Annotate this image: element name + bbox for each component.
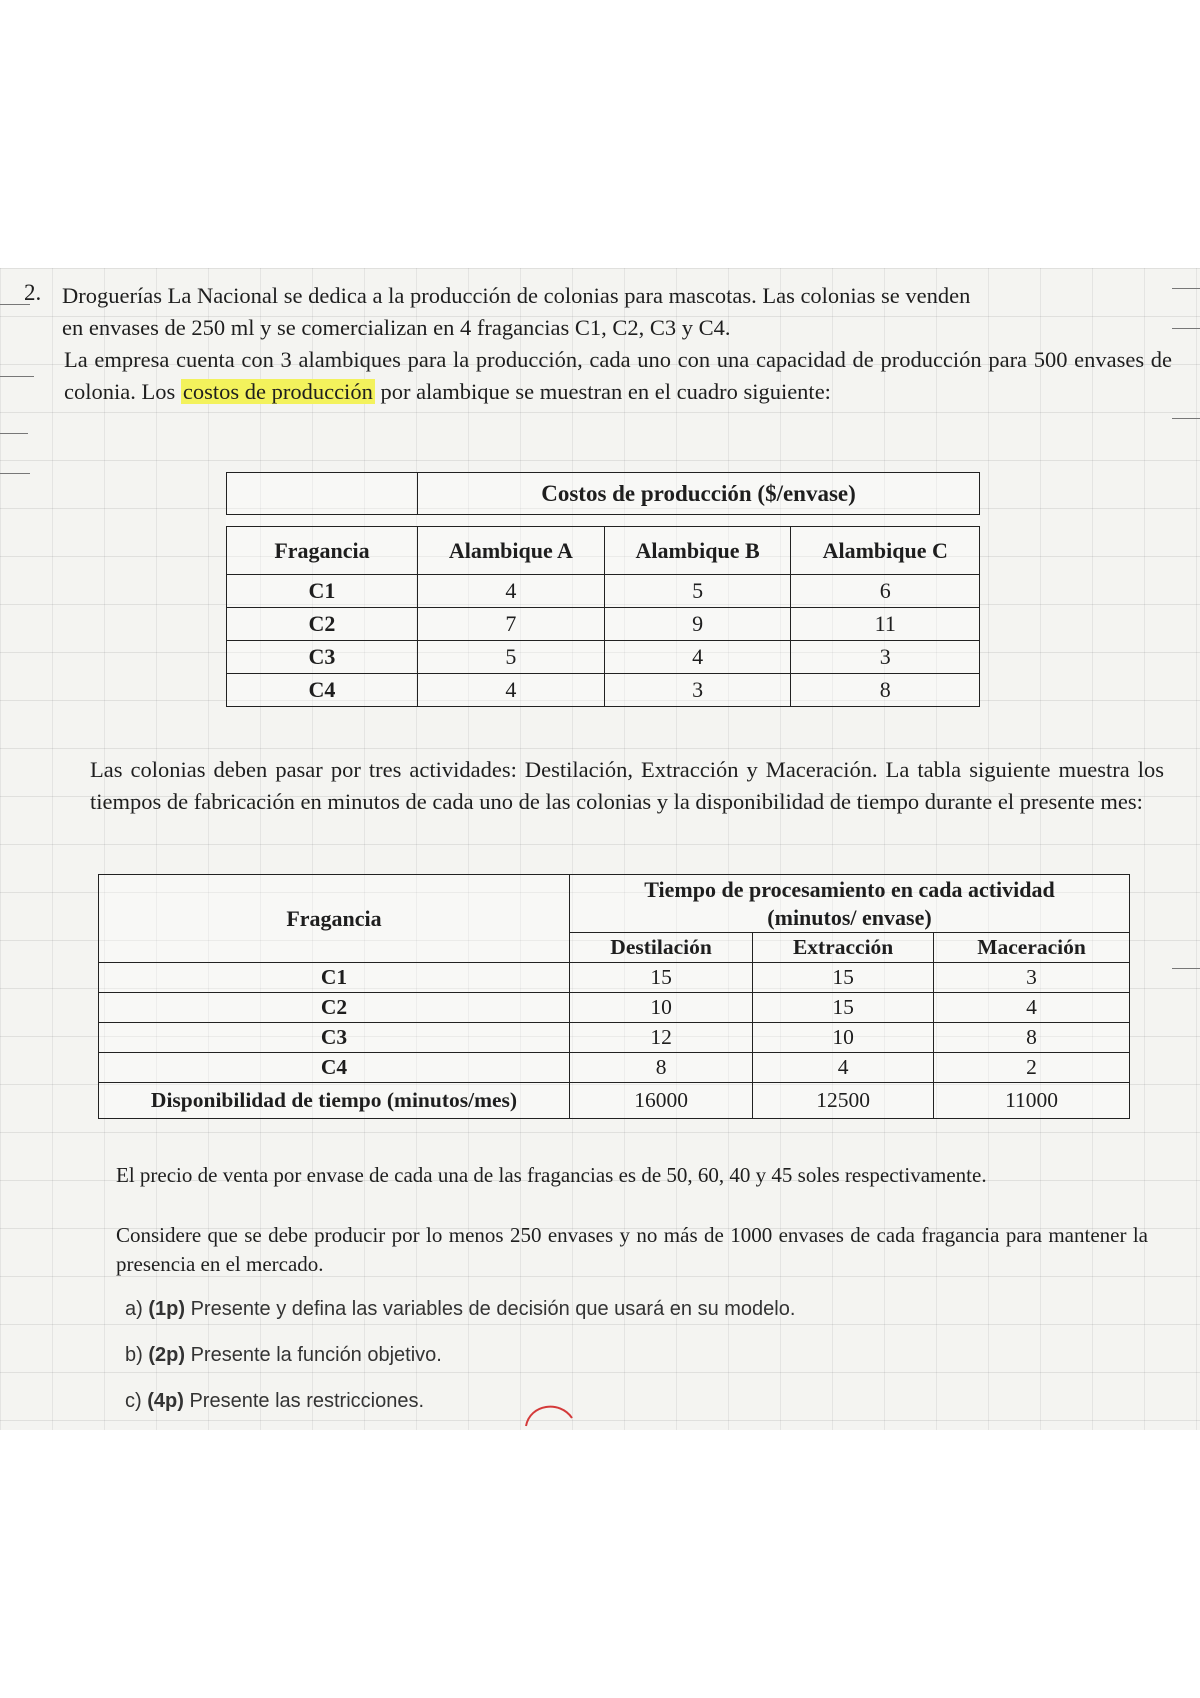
- production-costs-table: [226, 472, 980, 707]
- table1-title: Costos de producción ($/envase): [418, 473, 980, 515]
- table-row: [99, 1023, 1130, 1053]
- question-text: Presente la función objetivo.: [185, 1344, 442, 1366]
- table-row: [227, 575, 980, 608]
- time-cell: 12: [570, 1023, 753, 1053]
- fragrance-cell: C2: [99, 993, 570, 1023]
- empty-corner-cell: [227, 473, 418, 515]
- question-b: [125, 1344, 442, 1367]
- margin-tick: [1172, 288, 1200, 289]
- question-points: (2p): [148, 1344, 186, 1366]
- text-fragment: La empresa cuenta con 3 alambiques para la producción, cada uno con una capacidad de producción para 500 envases de colonia. Los: [64, 347, 1172, 404]
- table-row: [99, 993, 1130, 1023]
- table1-header: Alambique A: [418, 527, 605, 575]
- table-row: [227, 641, 980, 674]
- time-cell: 2: [934, 1053, 1130, 1083]
- activity-header: Destilación: [570, 933, 753, 963]
- time-cell: 8: [570, 1053, 753, 1083]
- table2-corner: Fragancia: [99, 875, 570, 963]
- document-photo: [0, 268, 1200, 1430]
- margin-tick: [0, 376, 34, 377]
- margin-tick: [1172, 968, 1200, 969]
- time-cell: 3: [934, 963, 1130, 993]
- fragrance-cell: C3: [99, 1023, 570, 1053]
- availability-cell: 16000: [570, 1083, 753, 1119]
- margin-tick: [0, 473, 30, 474]
- time-cell: 10: [753, 1023, 934, 1053]
- activity-header: Extracción: [753, 933, 934, 963]
- intro-line: Droguerías La Nacional se dedica a la producción de colonias para mascotas. Las colonias se venden: [62, 283, 971, 308]
- cost-cell: 4: [604, 641, 791, 674]
- question-points: (4p): [147, 1390, 184, 1412]
- fragrance-cell: C1: [227, 575, 418, 608]
- time-cell: 15: [753, 963, 934, 993]
- question-text: Presente y defina las variables de decisión que usará en su modelo.: [185, 1298, 796, 1320]
- table2-title-line: Tiempo de procesamiento en cada actividad: [644, 876, 1055, 902]
- margin-tick: [0, 433, 28, 434]
- question-letter: c): [125, 1390, 142, 1412]
- time-cell: 4: [934, 993, 1130, 1023]
- fragrance-cell: C3: [227, 641, 418, 674]
- cost-cell: 8: [791, 674, 980, 707]
- table1-header: Alambique B: [604, 527, 791, 575]
- margin-tick: [1172, 328, 1200, 329]
- question-c: [125, 1390, 424, 1413]
- table2-title-line: (minutos/ envase): [767, 904, 932, 930]
- question-letter: b): [125, 1344, 143, 1366]
- time-cell: 8: [934, 1023, 1130, 1053]
- problem-number: 2.: [24, 280, 42, 305]
- question-points: (1p): [148, 1298, 186, 1320]
- question-text: Presente las restricciones.: [183, 1390, 425, 1412]
- time-cell: 15: [753, 993, 934, 1023]
- fragrance-cell: C4: [99, 1053, 570, 1083]
- cost-cell: 7: [418, 608, 605, 641]
- availability-row: [99, 1083, 1130, 1119]
- processing-time-table: [98, 874, 1130, 1119]
- cost-cell: 3: [791, 641, 980, 674]
- text-fragment: por alambique se muestran en el cuadro siguiente:: [374, 379, 831, 404]
- time-cell: 15: [570, 963, 753, 993]
- availability-label: Disponibilidad de tiempo (minutos/mes): [99, 1083, 570, 1119]
- question-a: [125, 1298, 795, 1321]
- table-row: [227, 608, 980, 641]
- availability-cell: 11000: [934, 1083, 1130, 1119]
- cost-cell: 4: [418, 575, 605, 608]
- fragrance-cell: C1: [99, 963, 570, 993]
- table1-header: Alambique C: [791, 527, 980, 575]
- cost-cell: 3: [604, 674, 791, 707]
- cost-cell: 5: [418, 641, 605, 674]
- table-row: [227, 674, 980, 707]
- intro-line: en envases de 250 ml y se comercializan en 4 fragancias C1, C2, C3 y C4.: [62, 315, 731, 340]
- fragrance-cell: C4: [227, 674, 418, 707]
- constraint-paragraph: Considere que se debe producir por lo menos 250 envases y no más de 1000 envases de cada fragancia para mantener la presencia en el mercado.: [116, 1223, 1148, 1276]
- activities-paragraph: Las colonias deben pasar por tres actividades: Destilación, Extracción y Maceración. La tabla siguiente muestra los tiempos de fabricación en minutos de cada uno de las colonias y la disponibilidad de tiempo durante el presente mes:: [90, 757, 1164, 814]
- capacity-paragraph: [64, 344, 1172, 408]
- question-letter: a): [125, 1298, 143, 1320]
- table2-title: [570, 875, 1130, 933]
- intro-paragraph: [62, 280, 1174, 344]
- table-gap: [227, 515, 980, 527]
- cost-cell: 4: [418, 674, 605, 707]
- time-cell: 4: [753, 1053, 934, 1083]
- table1-header: Fragancia: [227, 527, 418, 575]
- fragrance-cell: C2: [227, 608, 418, 641]
- cost-cell: 11: [791, 608, 980, 641]
- cost-cell: 5: [604, 575, 791, 608]
- margin-tick: [1172, 418, 1200, 419]
- price-paragraph: El precio de venta por envase de cada una de las fragancias es de 50, 60, 40 y 45 soles respectivamente.: [116, 1163, 987, 1187]
- availability-cell: 12500: [753, 1083, 934, 1119]
- cost-cell: 6: [791, 575, 980, 608]
- table-row: [99, 963, 1130, 993]
- highlighted-text: costos de producción: [182, 379, 373, 404]
- activity-header: Maceración: [934, 933, 1130, 963]
- time-cell: 10: [570, 993, 753, 1023]
- cost-cell: 9: [604, 608, 791, 641]
- red-pen-mark: [520, 1396, 580, 1430]
- table-row: [99, 1053, 1130, 1083]
